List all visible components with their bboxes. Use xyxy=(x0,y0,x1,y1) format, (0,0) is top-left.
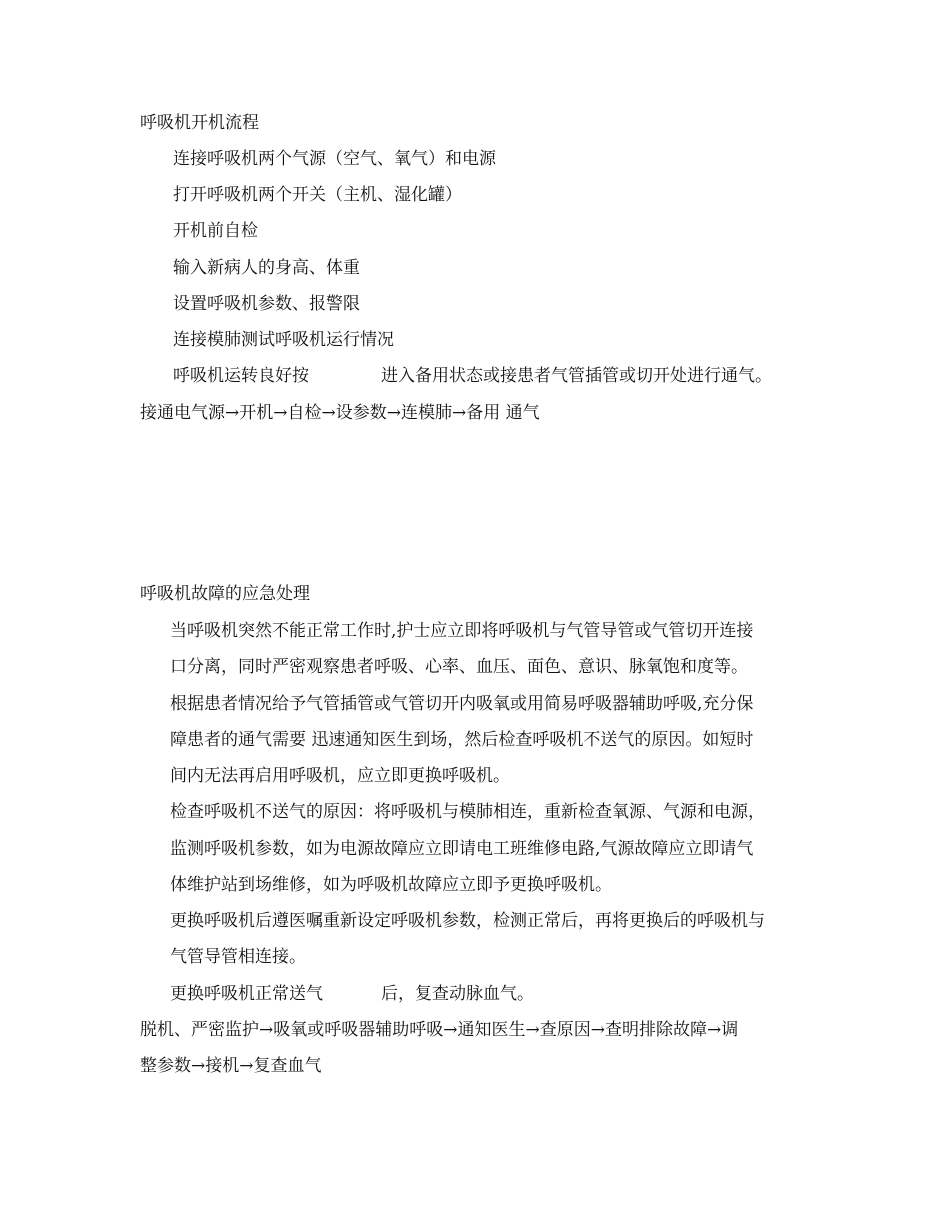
emergency-para5-part-a: 更换呼吸机正常送气 xyxy=(170,984,323,1004)
startup-step-7-part-b: 进入备用状态或接患者气管插管或切开处进行通气。 xyxy=(381,366,772,386)
startup-step-7-part-a: 呼吸机运转良好按 xyxy=(173,366,309,386)
emergency-para4-line1: 更换呼吸机后遵医嘱重新设定呼吸机参数，检测正常后，再将更换后的呼吸机与 xyxy=(170,911,765,931)
startup-step-2: 打开呼吸机两个开关（主机、湿化罐） xyxy=(173,185,462,205)
startup-step-1: 连接呼吸机两个气源（空气、氧气）和电源 xyxy=(173,149,496,169)
emergency-summary-line1: 脱机、严密监护→吸氧或呼吸器辅助呼吸→通知医生→查原因→查明排除故障→调 xyxy=(140,1020,739,1040)
startup-step-6: 连接模肺测试呼吸机运行情况 xyxy=(173,330,394,350)
emergency-para5 xyxy=(170,984,534,1004)
emergency-para1-line1: 当呼吸机突然不能正常工作时,护士应立即将呼吸机与气管导管或气管切开连接 xyxy=(170,621,754,641)
section-title-emergency: 呼吸机故障的应急处理 xyxy=(140,584,310,604)
emergency-para2-line1: 根据患者情况给予气管插管或气管切开内吸氧或用简易呼吸器辅助呼吸,充分保 xyxy=(170,694,754,714)
emergency-para5-part-b: 后，复查动脉血气。 xyxy=(381,984,534,1004)
startup-step-7 xyxy=(173,366,772,386)
emergency-summary-line2: 整参数→接机→复查血气 xyxy=(140,1056,322,1076)
emergency-para4-line2: 气管导管相连接。 xyxy=(170,947,306,967)
startup-step-3: 开机前自检 xyxy=(173,221,258,241)
startup-step-5: 设置呼吸机参数、报警限 xyxy=(173,294,360,314)
emergency-para1-line2: 口分离，同时严密观察患者呼吸、心率、血压、面色、意识、脉氧饱和度等。 xyxy=(170,657,748,677)
section-title-startup: 呼吸机开机流程 xyxy=(140,113,259,133)
emergency-para2-line2: 障患者的通气需要 迅速通知医生到场，然后检查呼吸机不送气的原因。如短时 xyxy=(170,730,754,750)
startup-summary: 接通电气源→开机→自检→设参数→连模肺→备用 通气 xyxy=(140,403,540,423)
startup-step-4: 输入新病人的身高、体重 xyxy=(173,258,360,278)
emergency-para2-line3: 间内无法再启用呼吸机，应立即更换呼吸机。 xyxy=(170,766,510,786)
emergency-para3-line2: 监测呼吸机参数，如为电源故障应立即请电工班维修电路,气源故障应立即请气 xyxy=(170,839,754,859)
emergency-para3-line3: 体维护站到场维修，如为呼吸机故障应立即予更换呼吸机。 xyxy=(170,875,612,895)
emergency-para3-line1: 检查呼吸机不送气的原因：将呼吸机与模肺相连，重新检查氧源、气源和电源， xyxy=(170,802,765,822)
